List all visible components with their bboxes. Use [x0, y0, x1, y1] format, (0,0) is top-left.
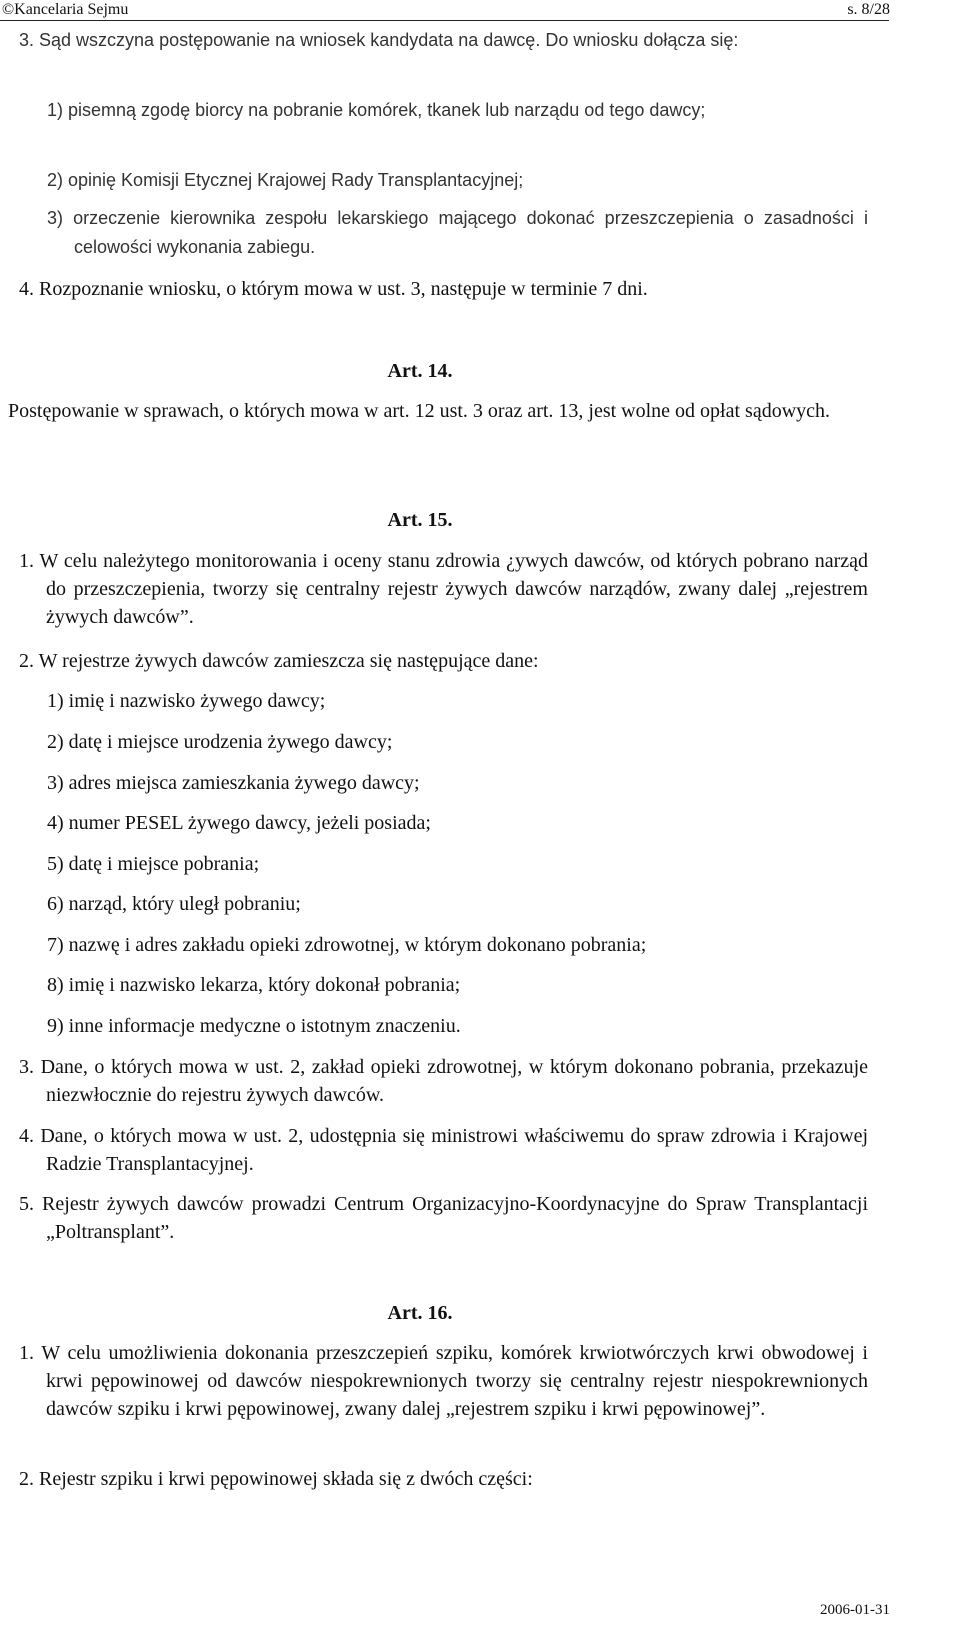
paragraph-3: 3. Sąd wszczyna postępowanie na wniosek kandydata na dawcę. Do wniosku dołącza się: [19, 30, 739, 50]
list-item: 4) numer PESEL żywego dawcy, jeżeli posiada; [47, 812, 431, 834]
article-heading-15: Art. 15. [387, 509, 453, 531]
list-item: 6) narząd, który uległ pobraniu; [47, 893, 301, 915]
article-15-paragraph-5: 5. Rejestr żywych dawców prowadzi Centrum Organizacyjno-Koordynacyjne do Spraw Transplantacji „Poltransplant”. [19, 1193, 868, 1243]
paragraph-4: 4. Rozpoznanie wniosku, o którym mowa w ust. 3, następuje w terminie 7 dni. [19, 278, 648, 300]
article-15-paragraph-4: 4. Dane, o których mowa w ust. 2, udostępnia się ministrowi właściwemu do spraw zdrowia i Krajowej Radzie Transplantacyjnej. [19, 1125, 868, 1175]
list-item: 5) datę i miejsce pobrania; [47, 853, 260, 875]
article-15-paragraph-2: 2. W rejestrze żywych dawców zamieszcza się następujące dane: [19, 650, 539, 672]
list-item: 2) datę i miejsce urodzenia żywego dawcy; [47, 731, 393, 753]
list-item: 1) pisemną zgodę biorcy na pobranie komórek, tkanek lub narządu od tego dawcy; [47, 100, 706, 120]
article-15-paragraph-3: 3. Dane, o których mowa w ust. 2, zakład opieki zdrowotnej, w którym dokonano pobrania, przekazuje niezwłocznie do rejestru żywych dawców. [19, 1056, 868, 1106]
article-16-paragraph-2: 2. Rejestr szpiku i krwi pępowinowej składa się z dwóch części: [19, 1468, 533, 1490]
list-item: 8) imię i nazwisko lekarza, który dokonał pobrania; [47, 974, 461, 996]
article-heading-16: Art. 16. [387, 1302, 453, 1324]
header-copyright: ©Kancelaria Sejmu [2, 1, 129, 18]
list-item: 2) opinię Komisji Etycznej Krajowej Rady Transplantacyjnej; [47, 170, 524, 190]
list-item: 1) imię i nazwisko żywego dawcy; [47, 690, 326, 712]
article-15-paragraph-1: 1. W celu należytego monitorowania i oceny stanu zdrowia ¿ywych dawców, od których pobrano narząd do przeszczepienia, tworzy się centralny rejestr żywych dawców narządów, zwany dalej „rejestrem żywych dawców”. [19, 550, 868, 628]
list-item: 9) inne informacje medyczne o istotnym znaczeniu. [47, 1015, 461, 1037]
article-14-text: Postępowanie w sprawach, o których mowa w art. 12 ust. 3 oraz art. 13, jest wolne od opłat sądowych. [8, 400, 831, 422]
header-divider [0, 20, 889, 21]
article-16-paragraph-1: 1. W celu umożliwienia dokonania przeszczepień szpiku, komórek krwiotwórczych krwi obwodowej i krwi pępowinowej od dawców niespokrewnionych tworzy się centralny rejestr niespokrewnionych dawców szpiku i krwi pępowinowej, zwany dalej „rejestrem szpiku i krwi pępowinowej”. [19, 1342, 868, 1420]
list-item: 3) adres miejsca zamieszkania żywego dawcy; [47, 772, 420, 794]
article-heading-14: Art. 14. [387, 360, 453, 382]
footer-date: 2006-01-31 [820, 1602, 890, 1618]
list-item: 3) orzeczenie kierownika zespołu lekarskiego mającego dokonać przeszczepienia o zasadności i celowości wykonania zabiegu. [47, 208, 868, 257]
header-page-number: s. 8/28 [847, 1, 890, 18]
list-item: 7) nazwę i adres zakładu opieki zdrowotnej, w którym dokonano pobrania; [47, 934, 647, 956]
